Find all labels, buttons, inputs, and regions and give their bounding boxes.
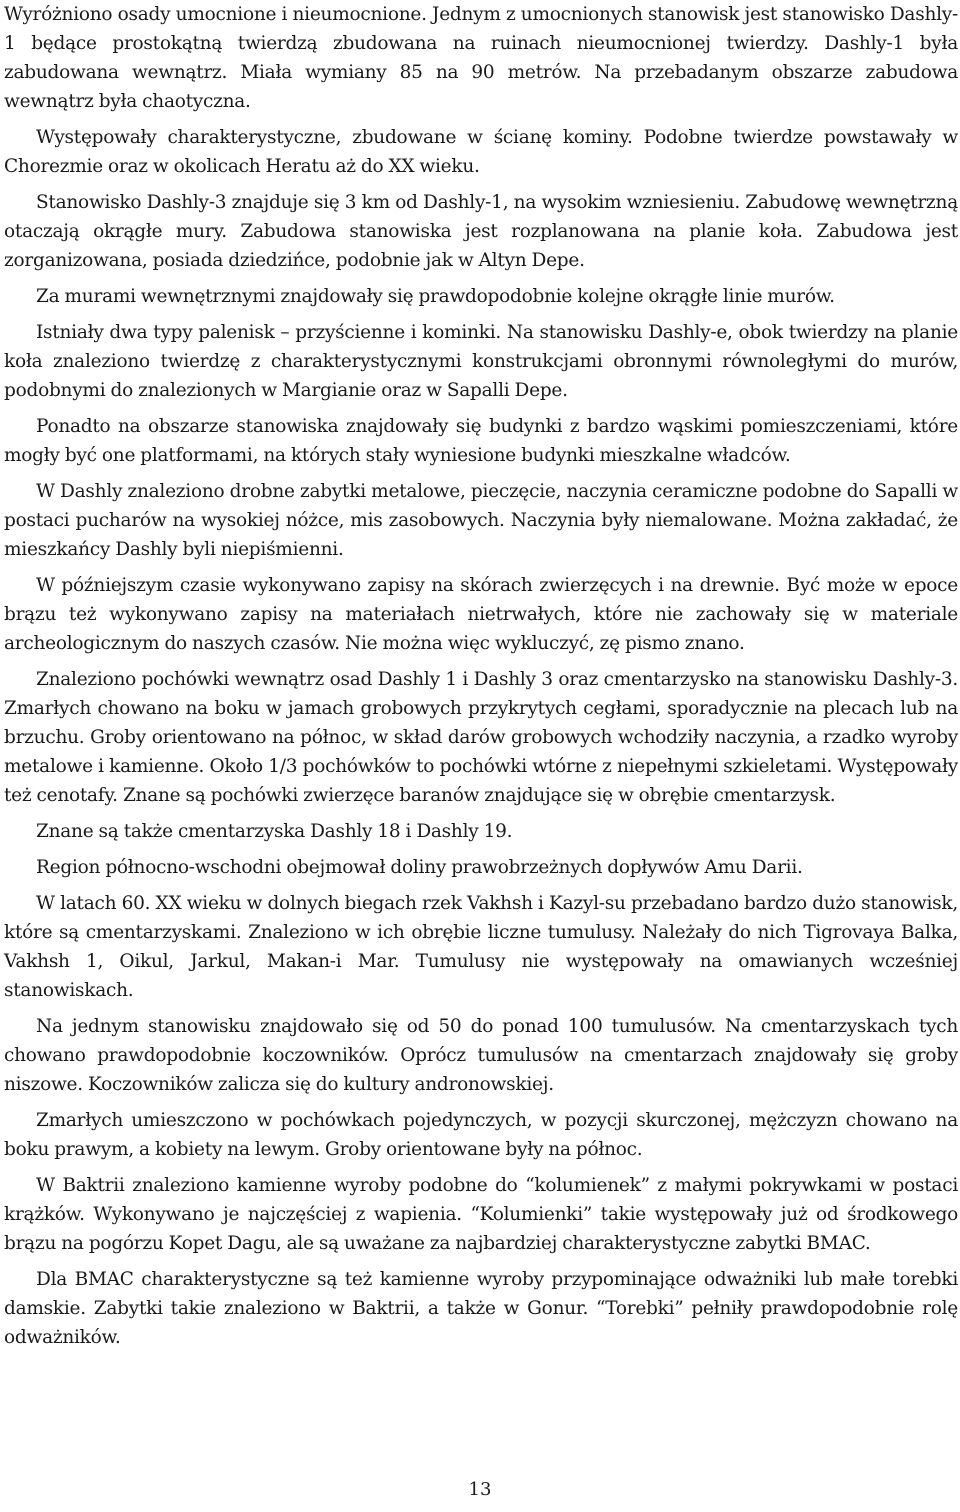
paragraph-vakhsh-kazyl-su: W latach 60. XX wieku w dolnych biegach rzek Vakhsh i Kazyl-su przebadano bardzo dużo stanowisk, które są cmentarzyskami. Znaleziono w ich obrębie liczne tumulusy. Należały do nich Tigrovaya Balka, Vakhsh 1, Oikul, Jarkul, Makan-i Mar. Tumulusy nie występowały na omawianych wcześniej stanowiskach.	[4, 893, 958, 1001]
paragraph-fortified-settlements: Wyróżniono osady umocnione i nieumocnione. Jednym z umocnionych stanowisk jest stanowisko Dashly-1 będące prostokątną twierdzą zbudowana na ruinach nieumocnionej twierdzy. Dashly-1 była zabudowana wewnątrz. Miała wymiany 85 na 90 metrów. Na przebadanym obszarze zabudowa wewnątrz była chaotyczna.	[4, 4, 958, 112]
paragraph-cemeteries: Znane są także cmentarzyska Dashly 18 i Dashly 19.	[36, 821, 513, 842]
paragraph-small-finds: W Dashly znaleziono drobne zabytki metalowe, pieczęcie, naczynia ceramiczne podobne do Sapalli w postaci pucharów na wysokiej nóżce, mis zasobowych. Naczynia były niemalowane. Można zakładać, że mieszkańcy Dashly byli niepiśmienni.	[4, 481, 958, 560]
paragraph-northeast-region: Region północno-wschodni obejmował doliny prawobrzeżnych dopływów Amu Darii.	[36, 857, 803, 878]
paragraph-dashly-3: Stanowisko Dashly-3 znajduje się 3 km od Dashly-1, na wysokim wzniesieniu. Zabudowę wewnętrzną otaczają okrągłe mury. Zabudowa stanowiska jest rozplanowana na planie koła. Zabudowa jest zorganizowana, posiada dziedzińce, podobnie jak w Altyn Depe.	[4, 192, 958, 271]
paragraph-columns: W Baktrii znaleziono kamienne wyroby podobne do “kolumienek” z małymi pokrywkami w postaci krążków. Wykonywano je najczęściej z wapienia. “Kolumienki” takie występowały już od środkowego brązu na pogórzu Kopet Dagu, ale są uważane za najbardziej charakterystyczne zabytki BMAC.	[4, 1175, 958, 1254]
paragraph-chimneys: Występowały charakterystyczne, zbudowane w ścianę kominy. Podobne twierdze powstawały w Chorezmie oraz w okolicach Heratu aż do XX wieku.	[4, 127, 958, 177]
paragraph-writing: W późniejszym czasie wykonywano zapisy na skórach zwierzęcych i na drewnie. Być może w epoce brązu też wykonywano zapisy na materiałach nietrwałych, które nie zachowały się w materiale archeologicznym do naszych czasów. Nie można więc wykluczyć, zę pismo znano.	[4, 575, 958, 654]
paragraph-narrow-rooms: Ponadto na obszarze stanowiska znajdowały się budynki z bardzo wąskimi pomieszczeniami, które mogły być one platformami, na których stały wyniesione budynki mieszkalne władców.	[4, 416, 958, 466]
paragraph-tumuli: Na jednym stanowisku znajdowało się od 50 do ponad 100 tumulusów. Na cmentarzyskach tych chowano prawdopodobnie koczowników. Oprócz tumulusów na cmentarzach znajdowały się groby niszowe. Koczowników zalicza się do kultury andronowskiej.	[4, 1016, 958, 1095]
paragraph-burials: Znaleziono pochówki wewnątrz osad Dashly 1 i Dashly 3 oraz cmentarzysko na stanowisku Dashly-3. Zmarłych chowano na boku w jamach grobowych przykrytych cegłami, sporadycznie na plecach lub na brzuchu. Groby orientowano na północ, w skład darów grobowych wchodziły naczynia, a rzadko wyroby metalowe i kamienne. Około 1/3 pochówków to pochówki wtórne z niepełnymi szkieletami. Występowały też cenotafy. Znane są pochówki zwierzęce baranów znajdujące się w obrębie cmentarzysk.	[4, 669, 958, 806]
paragraph-burial-positions: Zmarłych umieszczono w pochówkach pojedynczych, w pozycji skurczonej, mężczyzn chowano na boku prawym, a kobiety na lewym. Groby orientowane były na północ.	[4, 1110, 958, 1160]
document-page	[4, 0, 958, 1359]
page-number: 13	[468, 1479, 492, 1500]
paragraph-hearths: Istniały dwa typy palenisk – przyścienne i kominki. Na stanowisku Dashly-e, obok twierdzy na planie koła znaleziono twierdzę z charakterystycznymi konstrukcjami obronnymi równoległymi do murów, podobnymi do znalezionych w Margianie oraz w Sapalli Depe.	[4, 322, 958, 401]
paragraph-weights: Dla BMAC charakterystyczne są też kamienne wyroby przypominające odważniki lub małe torebki damskie. Zabytki takie znaleziono w Baktrii, a także w Gonur. “Torebki” pełniły prawdopodobnie rolę odważników.	[4, 1269, 958, 1348]
paragraph-inner-walls: Za murami wewnętrznymi znajdowały się prawdopodobnie kolejne okrągłe linie murów.	[36, 286, 835, 307]
